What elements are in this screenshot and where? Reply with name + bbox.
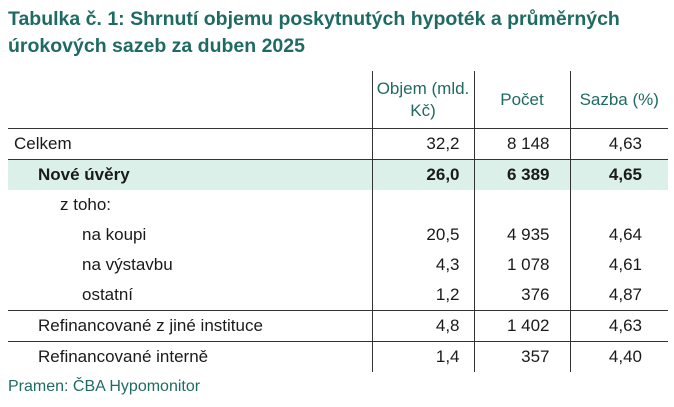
source-note: Pramen: ČBA Hypomonitor <box>8 378 201 395</box>
cell-sazba: 4,65 <box>570 160 668 191</box>
header-objem: Objem (mld. Kč) <box>372 71 474 129</box>
header-label <box>8 71 372 129</box>
cell-objem <box>372 190 474 220</box>
cell-pocet: 6 389 <box>474 160 570 191</box>
table-row <box>8 220 668 250</box>
cell-sazba: 4,63 <box>570 129 668 160</box>
table-title: Tabulka č. 1: Shrnutí objemu poskytnutých hypoték a průměrných úrokových sazeb za duben 2025 <box>8 8 620 57</box>
table-row <box>8 160 668 191</box>
row-label: Refinancované interně <box>38 347 209 366</box>
cell-objem: 1,2 <box>372 280 474 311</box>
cell-sazba: 4,63 <box>570 311 668 342</box>
row-label: ostatní <box>8 280 372 311</box>
cell-sazba: 4,61 <box>570 250 668 280</box>
header-row <box>8 71 668 129</box>
table-row <box>8 190 668 220</box>
cell-objem: 32,2 <box>372 129 474 160</box>
table-row <box>8 342 668 373</box>
cell-pocet: 1 402 <box>474 311 570 342</box>
cell-sazba: 4,40 <box>570 342 668 373</box>
cell-objem: 4,8 <box>372 311 474 342</box>
table-row <box>8 129 668 160</box>
cell-sazba <box>570 190 668 220</box>
row-label: na koupi <box>82 225 147 244</box>
header-sazba: Sazba (%) <box>570 71 668 129</box>
cell-objem: 1,4 <box>372 342 474 373</box>
cell-sazba: 4,87 <box>570 280 668 311</box>
cell-pocet: 376 <box>474 280 570 311</box>
header-pocet: Počet <box>474 71 570 129</box>
table-row <box>8 250 668 280</box>
row-label: Nové úvěry <box>8 160 372 191</box>
cell-pocet <box>474 190 570 220</box>
table-row <box>8 311 668 342</box>
row-label: na výstavbu <box>82 255 173 274</box>
cell-pocet: 4 935 <box>474 220 570 250</box>
cell-objem: 20,5 <box>372 220 474 250</box>
cell-pocet: 8 148 <box>474 129 570 160</box>
cell-objem: 26,0 <box>372 160 474 191</box>
table-row <box>8 280 668 311</box>
row-label: z toho: <box>60 195 112 214</box>
cell-objem: 4,3 <box>372 250 474 280</box>
mortgage-summary-table <box>8 71 668 372</box>
cell-pocet: 1 078 <box>474 250 570 280</box>
cell-sazba: 4,64 <box>570 220 668 250</box>
cell-pocet: 357 <box>474 342 570 373</box>
row-label: Celkem <box>8 129 372 160</box>
row-label: Refinancované z jiné instituce <box>8 311 372 342</box>
